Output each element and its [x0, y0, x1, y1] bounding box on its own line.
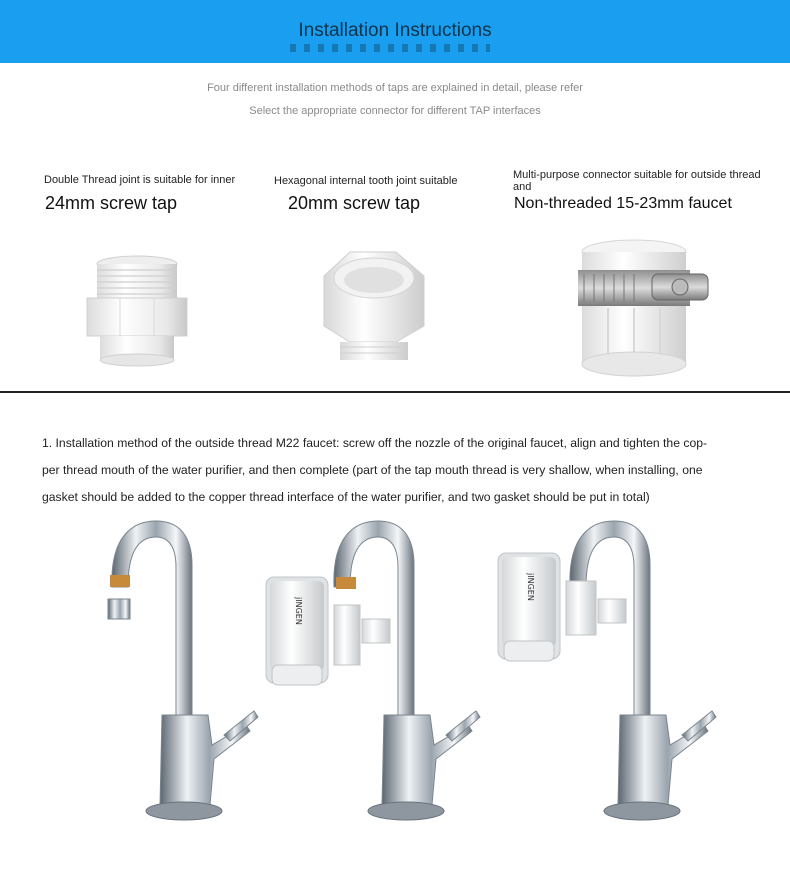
clamp-connector-icon: [574, 238, 714, 383]
faucet-with-purifier-right-icon: [494, 515, 734, 825]
hexagonal-joint-icon: [312, 246, 432, 366]
page-title: Installation Instructions: [298, 20, 492, 41]
faucet-with-purifier-left-icon: [262, 515, 502, 825]
connector-2-size: 20mm screw tap: [288, 193, 421, 213]
header-banner: [0, 0, 790, 63]
svg-text:jINGEN: jINGEN: [526, 573, 535, 601]
double-thread-joint-icon: [82, 252, 192, 370]
intro-line-1: Four different installation methods of taps are explained in detail, please refer: [207, 82, 583, 94]
connector-1-size: 24mm screw tap: [45, 193, 178, 213]
connector-1-description: Double Thread joint is suitable for inner: [44, 174, 236, 186]
connector-3-description: Multi-purpose connector suitable for outside thread and: [513, 169, 761, 193]
connector-2-description: Hexagonal internal tooth joint suitable: [274, 175, 458, 187]
step-1-instructions: 1. Installation method of the outside thread M22 faucet: screw off the nozzle of the original faucet, align and tighten the cop-per thread mouth of the water purifier, and then complete (part of the tap mouth thread is very shallow, when installing, one gasket should be added to the copper thread interface of the water purifier, and two gasket should be put in total): [42, 436, 708, 504]
section-divider: [0, 391, 790, 393]
faucet-with-nozzle-icon: [100, 515, 270, 825]
svg-text:jINGEN: jINGEN: [294, 597, 303, 625]
intro-line-2: Select the appropriate connector for different TAP interfaces: [249, 105, 541, 117]
connector-3-size: Non-threaded 15-23mm faucet: [514, 195, 732, 212]
header-decoration: [290, 44, 490, 52]
